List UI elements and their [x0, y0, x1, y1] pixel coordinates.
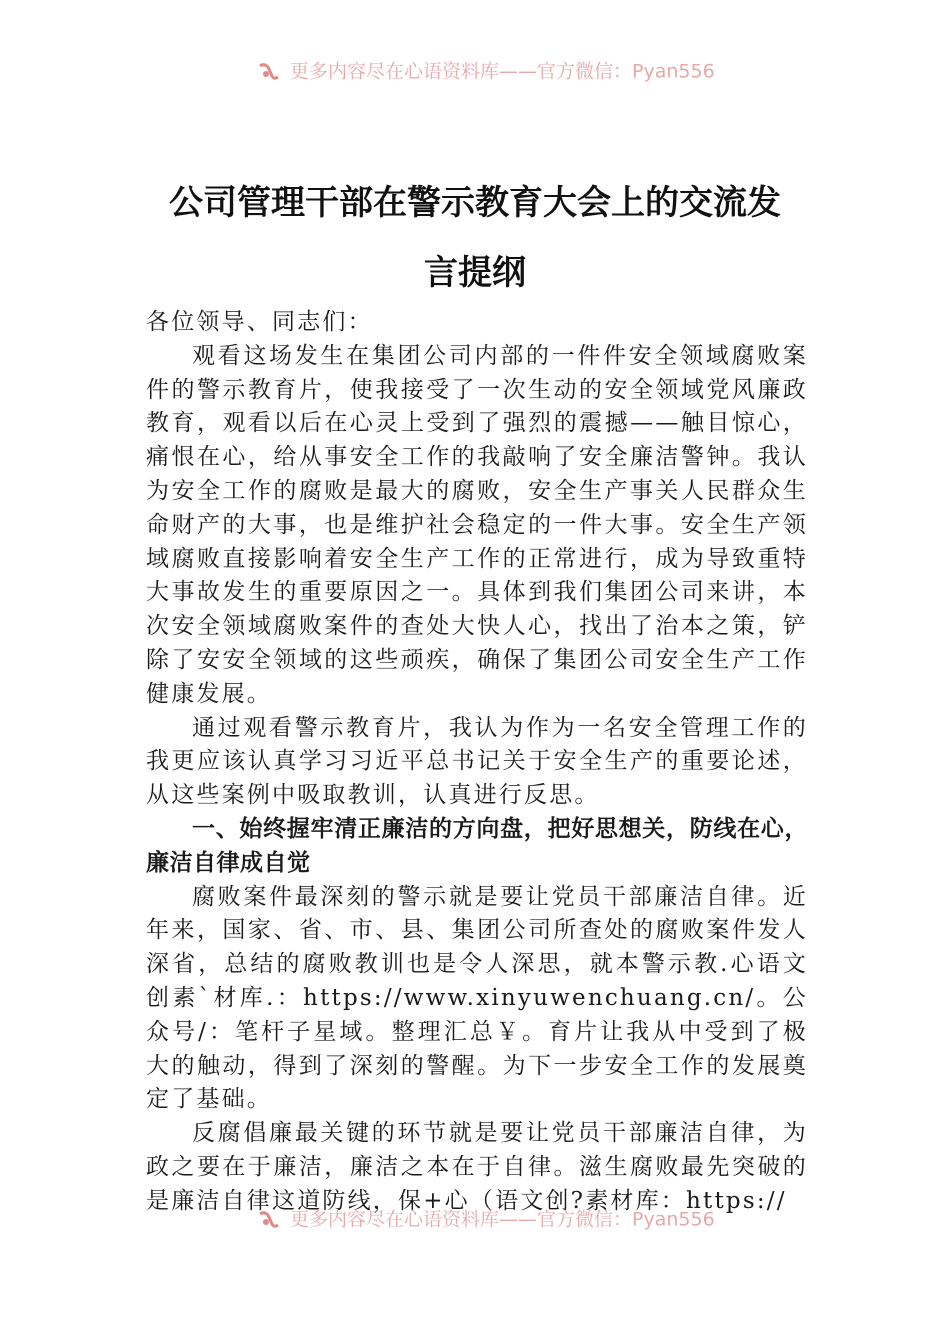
- paragraph-4: 反腐倡廉最关键的环节就是要让党员干部廉洁自律，为政之要在于廉洁，廉洁之本在于自律。滋生腐败最先突破的是廉洁自律这道防线，保+心（语文创?素材库：https://: [146, 1120, 808, 1214]
- paragraph-2: 通过观看警示教育片，我认为作为一名安全管理工作的我更应该认真学习习近平总书记关于安全生产的重要论述，从这些案例中吸取教训，认真进行反思。: [146, 714, 808, 809]
- salutation: 各位领导、同志们：: [146, 309, 373, 335]
- watermark-text: 更多内容尽在心语资料库——官方微信：Pyan556: [290, 60, 715, 83]
- watermark-footer: [258, 1204, 758, 1234]
- document-body: [146, 306, 808, 1219]
- title-line-1: 公司管理干部在警示教育大会上的交流发: [169, 183, 781, 223]
- document-title: [100, 168, 850, 308]
- watermark-header: [258, 56, 758, 86]
- watermark-logo-icon: [258, 62, 280, 82]
- title-line-2: 言提纲: [424, 253, 526, 293]
- watermark-logo-icon: [258, 1210, 280, 1230]
- paragraph-1: 观看这场发生在集团公司内部的一件件安全领域腐败案件的警示教育片，使我接受了一次生动的安全领域党风廉政教育，观看以后在心灵上受到了强烈的震撼——触目惊心，痛恨在心，给从事安全工作的我敲响了安全廉洁警钟。我认为安全工作的腐败是最大的腐败，安全生产事关人民群众生命财产的大事，也是维护社会稳定的一件大事。安全生产领域腐败直接影响着安全生产工作的正常进行，成为导致重特大事故发生的重要原因之一。具体到我们集团公司来讲，本次安全领域腐败案件的查处大快人心，找出了治本之策，铲除了安安全领域的这些顽疾，确保了集团公司安全生产工作健康发展。: [146, 342, 808, 707]
- section-heading-1: 一、始终握牢清正廉洁的方向盘，把好思想关，防线在心，廉洁自律成自觉: [146, 815, 808, 876]
- paragraph-3: 腐败案件最深刻的警示就是要让党员干部廉洁自律。近年来，国家、省、市、县、集团公司所查处的腐败案件发人深省，总结的腐败教训也是令人深思，就本警示教.心语文创素`材库.：https://www.xinyuwenchuang.cn/。公众号/：笔杆子星域。整理汇总￥。育片让我从中受到了极大的触动，得到了深刻的警醒。为下一步安全工作的发展奠定了基础。: [146, 883, 808, 1113]
- watermark-text: 更多内容尽在心语资料库——官方微信：Pyan556: [290, 1208, 715, 1231]
